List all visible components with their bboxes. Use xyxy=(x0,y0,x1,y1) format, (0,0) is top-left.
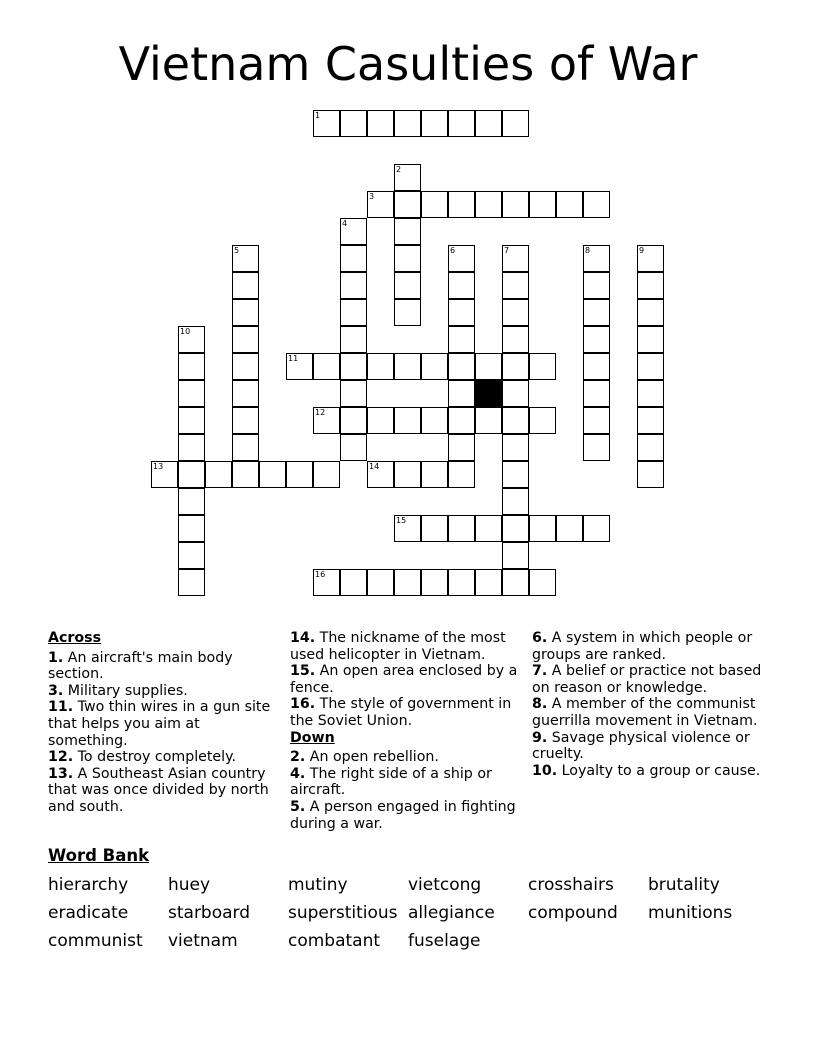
grid-cell[interactable] xyxy=(502,110,529,137)
grid-cell[interactable] xyxy=(502,515,529,542)
clue-number-label: 3. xyxy=(48,682,64,699)
clue-number: 6 xyxy=(450,246,456,255)
grid-cell[interactable] xyxy=(232,326,259,353)
grid-cell[interactable] xyxy=(232,299,259,326)
grid-cell[interactable] xyxy=(367,353,394,380)
clue-5 xyxy=(290,799,522,832)
clue-number: 12 xyxy=(315,408,326,417)
grid-cell[interactable] xyxy=(340,569,367,596)
grid-cell[interactable] xyxy=(502,299,529,326)
grid-cell[interactable] xyxy=(502,272,529,299)
clue-number-label: 11. xyxy=(48,699,74,716)
word-bank-item: fuselage xyxy=(408,931,481,951)
grid-cell[interactable] xyxy=(394,191,421,218)
clue-text: Military supplies. xyxy=(63,682,188,699)
grid-cell[interactable] xyxy=(394,569,421,596)
grid-cell[interactable] xyxy=(313,461,340,488)
grid-cell[interactable] xyxy=(340,272,367,299)
clue-number-label: 2. xyxy=(290,749,306,766)
clue-14 xyxy=(290,630,522,663)
grid-cell[interactable] xyxy=(637,272,664,299)
grid-cell[interactable] xyxy=(529,569,556,596)
grid-cell[interactable] xyxy=(421,569,448,596)
grid-cell[interactable] xyxy=(637,299,664,326)
grid-cell[interactable] xyxy=(448,569,475,596)
grid-cell[interactable] xyxy=(178,542,205,569)
grid-cell[interactable] xyxy=(448,461,475,488)
clue-number: 5 xyxy=(234,246,240,255)
grid-cell[interactable] xyxy=(583,380,610,407)
grid-cell[interactable] xyxy=(178,488,205,515)
grid-cell[interactable] xyxy=(502,353,529,380)
grid-cell[interactable] xyxy=(448,380,475,407)
clue-number: 10 xyxy=(180,327,191,336)
grid-cell[interactable] xyxy=(340,434,367,461)
grid-cell[interactable] xyxy=(340,380,367,407)
clue-number-label: 8. xyxy=(532,696,548,713)
clue-number: 9 xyxy=(639,246,645,255)
clue-text: A belief or practice not based on reason or knowledge. xyxy=(532,663,762,696)
grid-cell[interactable] xyxy=(502,407,529,434)
grid-cell[interactable] xyxy=(178,515,205,542)
grid-cell[interactable] xyxy=(367,407,394,434)
grid-cell[interactable] xyxy=(286,461,313,488)
clue-text: An open area enclosed by a fence. xyxy=(290,663,518,696)
clue-16 xyxy=(290,696,522,729)
grid-cell[interactable] xyxy=(178,569,205,596)
grid-cell[interactable] xyxy=(637,353,664,380)
grid-cell[interactable] xyxy=(583,353,610,380)
clue-number: 3 xyxy=(369,192,375,201)
grid-cell[interactable] xyxy=(232,407,259,434)
clue-number: 4 xyxy=(342,219,348,228)
grid-cell[interactable] xyxy=(367,110,394,137)
clue-number-label: 9. xyxy=(532,729,548,746)
grid-cell[interactable] xyxy=(394,245,421,272)
clue-text: The nickname of the most used helicopter in Vietnam. xyxy=(290,630,506,663)
clue-text: The style of government in the Soviet Union. xyxy=(290,696,512,729)
grid-cell[interactable] xyxy=(421,110,448,137)
grid-cell[interactable] xyxy=(583,272,610,299)
grid-cell[interactable] xyxy=(502,434,529,461)
grid-cell[interactable] xyxy=(583,326,610,353)
grid-cell[interactable] xyxy=(340,353,367,380)
clue-text: Savage physical violence or cruelty. xyxy=(532,729,750,763)
clue-number-label: 12. xyxy=(48,749,74,766)
grid-cell[interactable] xyxy=(340,110,367,137)
grid-cell[interactable] xyxy=(583,191,610,218)
clue-number: 11 xyxy=(288,354,299,363)
word-bank-item: compound xyxy=(528,903,618,923)
grid-cell[interactable] xyxy=(448,272,475,299)
grid-cell[interactable] xyxy=(313,353,340,380)
black-cell xyxy=(475,380,502,407)
clue-number: 7 xyxy=(504,246,510,255)
clue-number-label: 1. xyxy=(48,649,64,666)
clue-number-label: 4. xyxy=(290,765,306,782)
clues-column-1 xyxy=(48,630,280,816)
grid-cell[interactable] xyxy=(205,461,232,488)
word-bank-item: starboard xyxy=(168,903,251,923)
clue-text: A system in which people or groups are ranked. xyxy=(532,630,753,663)
grid-cell[interactable] xyxy=(232,272,259,299)
grid-cell[interactable] xyxy=(556,515,583,542)
clue-number-label: 15. xyxy=(290,663,316,680)
grid-cell[interactable] xyxy=(448,191,475,218)
clue-text: A member of the communist guerrilla movement in Vietnam. xyxy=(532,696,758,729)
grid-cell[interactable] xyxy=(502,380,529,407)
clue-number-label: 13. xyxy=(48,765,74,782)
clue-9 xyxy=(532,730,768,763)
grid-cell[interactable] xyxy=(475,407,502,434)
clue-15 xyxy=(290,663,522,696)
grid-cell[interactable] xyxy=(394,110,421,137)
clue-number-label: 10. xyxy=(532,762,558,779)
grid-cell[interactable] xyxy=(421,353,448,380)
grid-cell[interactable] xyxy=(178,434,205,461)
grid-cell[interactable] xyxy=(394,299,421,326)
word-bank-item: huey xyxy=(168,875,211,895)
word-bank-item: munitions xyxy=(648,903,733,923)
grid-cell[interactable] xyxy=(448,299,475,326)
grid-cell[interactable] xyxy=(340,326,367,353)
grid-cell[interactable] xyxy=(502,461,529,488)
grid-cell[interactable] xyxy=(421,407,448,434)
clue-number: 13 xyxy=(153,462,164,471)
grid-cell[interactable] xyxy=(394,272,421,299)
down-heading: Down xyxy=(290,729,335,746)
grid-cell[interactable] xyxy=(475,110,502,137)
grid-cell[interactable] xyxy=(232,461,259,488)
clue-number-label: 16. xyxy=(290,696,316,713)
clue-number-label: 6. xyxy=(532,630,548,646)
clue-number-label: 7. xyxy=(532,663,548,680)
grid-cell[interactable] xyxy=(637,461,664,488)
grid-cell[interactable] xyxy=(232,434,259,461)
grid-cell[interactable] xyxy=(367,569,394,596)
grid-cell[interactable] xyxy=(232,380,259,407)
grid-cell[interactable] xyxy=(448,515,475,542)
grid-cell[interactable] xyxy=(448,434,475,461)
clue-3 xyxy=(48,683,280,700)
grid-cell[interactable] xyxy=(475,191,502,218)
word-bank-item: allegiance xyxy=(408,903,495,923)
word-bank-item: vietcong xyxy=(408,875,482,895)
clue-text: A Southeast Asian country that was once divided by north and south. xyxy=(48,765,269,815)
word-bank-item: mutiny xyxy=(288,875,348,895)
clue-number: 15 xyxy=(396,516,407,525)
grid-cell[interactable] xyxy=(502,569,529,596)
grid-cell[interactable] xyxy=(178,461,205,488)
clue-11 xyxy=(48,699,280,749)
grid-cell[interactable] xyxy=(529,353,556,380)
grid-cell[interactable] xyxy=(502,191,529,218)
clue-text: To destroy completely. xyxy=(73,749,236,766)
grid-cell[interactable] xyxy=(583,434,610,461)
grid-cell[interactable] xyxy=(637,407,664,434)
clue-2 xyxy=(290,749,522,766)
word-bank-title: Word Bank xyxy=(48,846,150,865)
grid-cell[interactable] xyxy=(448,110,475,137)
grid-cell[interactable] xyxy=(583,407,610,434)
clue-number: 8 xyxy=(585,246,591,255)
clue-12 xyxy=(48,749,280,766)
word-bank-item: communist xyxy=(48,931,143,951)
clues-column-2 xyxy=(290,630,522,832)
word-bank-item: vietnam xyxy=(168,931,238,951)
grid-cell[interactable] xyxy=(583,299,610,326)
grid-cell[interactable] xyxy=(232,353,259,380)
grid-cell[interactable] xyxy=(502,542,529,569)
grid-cell[interactable] xyxy=(340,407,367,434)
word-bank-item: eradicate xyxy=(48,903,129,923)
word-bank-item: crosshairs xyxy=(528,875,614,895)
clue-10 xyxy=(532,763,768,780)
clue-13 xyxy=(48,766,280,816)
clues-column-3 xyxy=(532,630,768,779)
clue-number: 14 xyxy=(369,462,380,471)
grid-cell[interactable] xyxy=(421,461,448,488)
clue-number-label: 5. xyxy=(290,798,306,815)
grid-cell[interactable] xyxy=(475,569,502,596)
clue-4 xyxy=(290,766,522,799)
clue-7 xyxy=(532,663,768,696)
grid-cell[interactable] xyxy=(637,380,664,407)
grid-cell[interactable] xyxy=(529,515,556,542)
grid-cell[interactable] xyxy=(583,515,610,542)
grid-cell[interactable] xyxy=(529,407,556,434)
grid-cell[interactable] xyxy=(340,245,367,272)
clue-number: 16 xyxy=(315,570,326,579)
puzzle-title: Vietnam Casulties of War xyxy=(118,37,698,91)
grid-cell[interactable] xyxy=(448,353,475,380)
clue-8 xyxy=(532,696,768,729)
grid-cell[interactable] xyxy=(448,407,475,434)
grid-cell[interactable] xyxy=(421,191,448,218)
grid-cell[interactable] xyxy=(394,218,421,245)
grid-cell[interactable] xyxy=(394,353,421,380)
clue-number-label: 14. xyxy=(290,630,316,646)
clue-text: Two thin wires in a gun site that helps you aim at something. xyxy=(48,699,271,749)
grid-cell[interactable] xyxy=(448,326,475,353)
grid-cell[interactable] xyxy=(502,326,529,353)
grid-cell[interactable] xyxy=(421,515,448,542)
grid-cell[interactable] xyxy=(259,461,286,488)
clue-text: Loyalty to a group or cause. xyxy=(557,762,761,779)
clue-text: An aircraft's main body section. xyxy=(48,649,233,683)
grid-cell[interactable] xyxy=(529,191,556,218)
grid-cell[interactable] xyxy=(178,407,205,434)
word-bank-item: brutality xyxy=(648,875,720,895)
word-bank-item: combatant xyxy=(288,931,381,951)
grid-cell[interactable] xyxy=(394,461,421,488)
grid-cell[interactable] xyxy=(178,380,205,407)
word-bank-item: superstitious xyxy=(288,903,398,923)
clue-number: 1 xyxy=(315,111,321,120)
clue-text: A person engaged in fighting during a war. xyxy=(290,798,516,832)
clue-text: The right side of a ship or aircraft. xyxy=(290,765,492,799)
clue-6 xyxy=(532,630,768,663)
grid-cell[interactable] xyxy=(475,353,502,380)
grid-cell[interactable] xyxy=(178,353,205,380)
grid-cell[interactable] xyxy=(475,515,502,542)
clue-number: 2 xyxy=(396,165,402,174)
word-bank-item: hierarchy xyxy=(48,875,129,895)
clue-1 xyxy=(48,650,280,683)
grid-cell[interactable] xyxy=(556,191,583,218)
grid-cell[interactable] xyxy=(502,488,529,515)
across-heading: Across xyxy=(48,630,102,646)
grid-cell[interactable] xyxy=(637,434,664,461)
clue-text: An open rebellion. xyxy=(305,749,439,766)
grid-cell[interactable] xyxy=(340,299,367,326)
grid-cell[interactable] xyxy=(637,326,664,353)
grid-cell[interactable] xyxy=(394,407,421,434)
